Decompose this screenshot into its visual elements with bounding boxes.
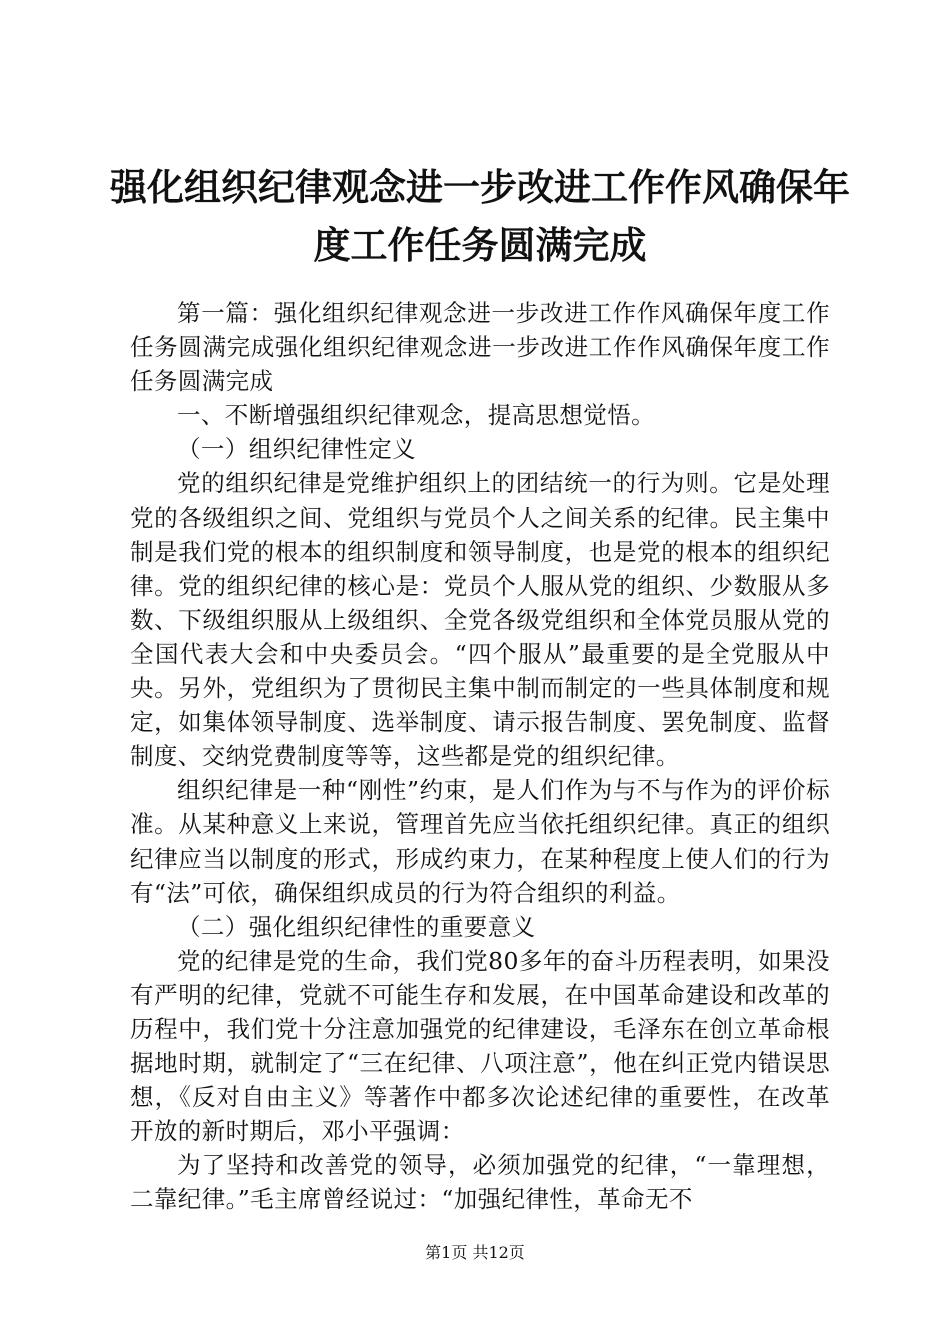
subsection-heading-2: （二）强化组织纪律性的重要意义 [177, 912, 536, 941]
section-heading-1: 一、不断增强组织纪律观念，提高思想觉悟。 [177, 401, 655, 430]
page-number-footer: 第1页 共12页 [425, 1243, 525, 1262]
paragraph-definition: 党的组织纪律是党维护组织上的团结统一的行为则。它是处理党的各级组织之间、党组织与党员个人之间关系的纪律。民主集中制是我们党的根本的组织制度和领导制度，也是党的根本的组织纪律。党的组织纪律的核心是：党员个人服从党的组织、少数服从多数、下级组织服从上级组织、全党各级党组织和全体党员服从党的全国代表大会和中央委员会。“四个服从”最重要的是全党服从中央。另外，党组织为了贯彻民主集中制而制定的一些具体制度和规定，如集体领导制度、选举制度、请示报告制度、罢免制度、监督制度、交纳党费制度等等，这些都是党的组织纪律。 [130, 469, 830, 771]
paragraph-intro: 第一篇：强化组织纪律观念进一步改进工作作风确保年度工作任务圆满完成强化组织纪律观念进一步改进工作作风确保年度工作任务圆满完成 [130, 299, 830, 396]
document-title: 强化组织纪律观念进一步改进工作作风确保年度工作任务圆满完成 [110, 165, 850, 267]
paragraph-leadership: 为了坚持和改善党的领导，必须加强党的纪律，“一靠理想，二靠纪律。”毛主席曾经说过：“加强纪律性，革命无不 [130, 1151, 830, 1214]
subsection-heading-1: （一）组织纪律性定义 [177, 435, 416, 464]
paragraph-rigid-constraint: 组织纪律是一种“刚性”约束，是人们作为与不与作为的评价标准。从某种意义上来说，管理首先应当依托组织纪律。真正的组织纪律应当以制度的形式，形成约束力，在某种程度上使人们的行为有“法”可依，确保组织成员的行为符合组织的利益。 [130, 776, 830, 907]
paragraph-importance: 党的纪律是党的生命，我们党80多年的奋斗历程表明，如果没有严明的纪律，党就不可能生存和发展，在中国革命建设和改革的历程中，我们党十分注意加强党的纪律建设，毛泽东在创立革命根据地时期，就制定了“三在纪律、八项注意”，他在纠正党内错误思想，《反对自由主义》等著作中都多次论述纪律的重要性，在改革开放的新时期后，邓小平强调： [130, 946, 830, 1146]
document-body [130, 296, 830, 1217]
